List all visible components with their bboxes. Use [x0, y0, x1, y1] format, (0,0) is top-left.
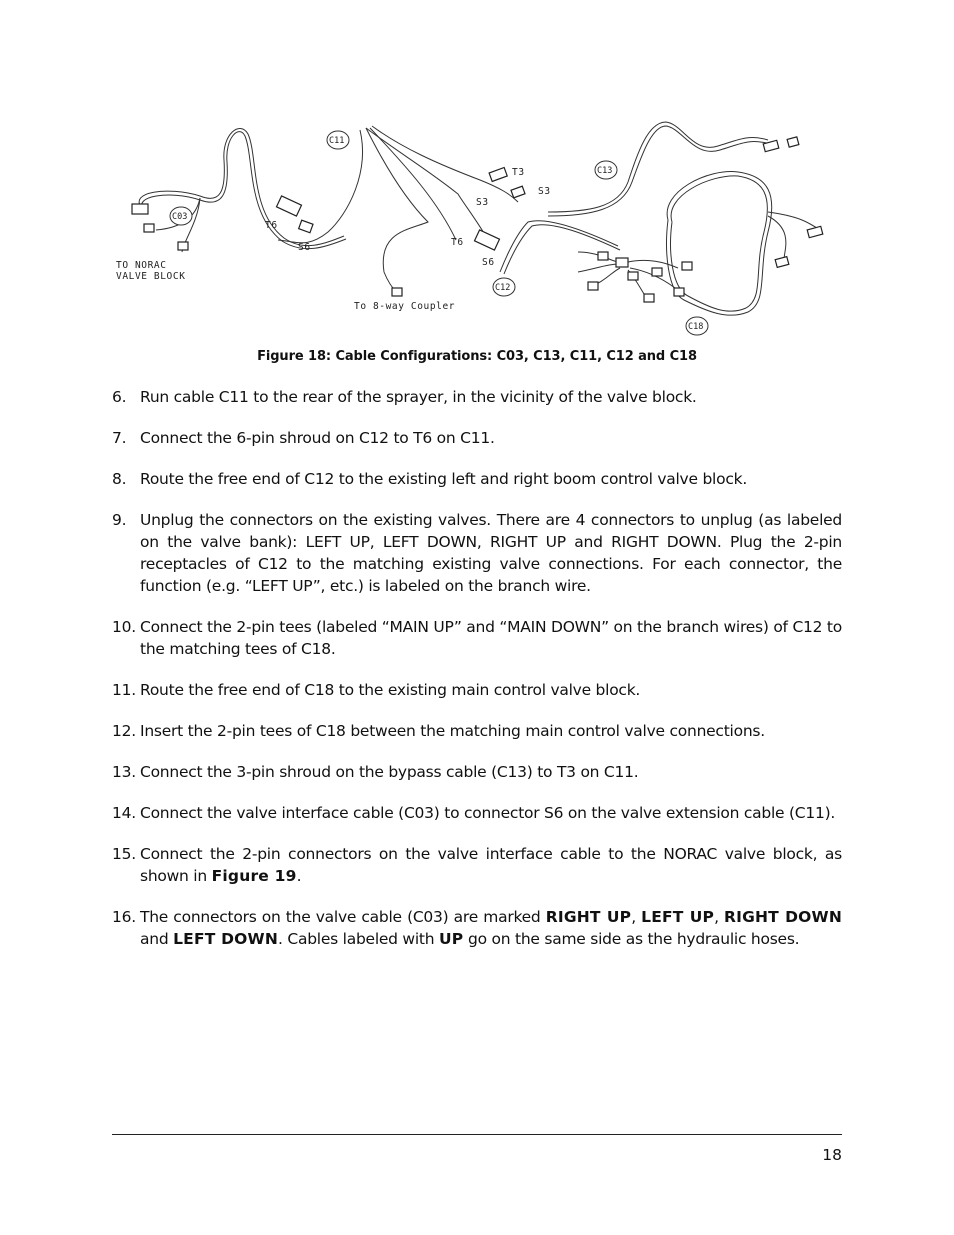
- footer-divider: [112, 1134, 842, 1135]
- step-item: 15. Connect the 2-pin connectors on the valve interface cable to the NORAC valve block, as shown in Figure 19.: [112, 845, 842, 885]
- connector-marking: LEFT UP: [641, 908, 715, 926]
- step-text: Connect the 3-pin shroud on the bypass cable (C13) to T3 on C11.: [140, 763, 639, 781]
- step-item: 14. Connect the valve interface cable (C03) to connector S6 on the valve extension cable (C11).: [112, 804, 836, 822]
- step-text: Connect the valve interface cable (C03) to connector S6 on the valve extension cable (C11).: [140, 804, 836, 822]
- label-s6-left: S6: [298, 242, 311, 253]
- step-item: 8. Route the free end of C12 to the existing left and right boom control valve block.: [112, 470, 748, 488]
- step-text: Connect the 2-pin tees (labeled “MAIN UP” and “MAIN DOWN” on the branch wires) of C12 to the matching tees of C18.: [140, 618, 842, 658]
- label-c03: C03: [172, 212, 188, 222]
- label-s3-below: S3: [476, 197, 489, 208]
- step-item: 9. Unplug the connectors on the existing valves. There are 4 connectors to unplug (as labeled on the valve bank): LEFT UP, LEFT DOWN, RIGHT UP and RIGHT DOWN. Plug the 2-pin receptacles of C12 to the matching existing valve connections. For each connector, the function (e.g. “LEFT UP”, etc.) is labeled on the branch wire.: [112, 511, 842, 595]
- cable-diagram: [108, 112, 848, 344]
- step-text: Route the free end of C18 to the existing main control valve block.: [140, 681, 641, 699]
- label-t6-left: T6: [265, 220, 278, 231]
- label-c18: C18: [688, 322, 704, 332]
- label-t3: T3: [512, 167, 525, 178]
- label-c13: C13: [597, 166, 613, 176]
- label-t6-right: T6: [451, 237, 464, 248]
- step-text: Run cable C11 to the rear of the sprayer, in the vicinity of the valve block.: [140, 388, 697, 406]
- step-item: 16. The connectors on the valve cable (C03) are marked RIGHT UP, LEFT UP, RIGHT DOWN and LEFT DOWN. Cables labeled with UP go on the same side as the hydraulic hoses.: [112, 908, 843, 948]
- connector-marking: RIGHT UP: [545, 908, 632, 926]
- label-coupler: To 8-way Coupler: [354, 301, 456, 312]
- step-item: 10. Connect the 2-pin tees (labeled “MAIN UP” and “MAIN DOWN” on the branch wires) of C12 to the matching tees of C18.: [112, 618, 842, 658]
- step-item: 7. Connect the 6-pin shroud on C12 to T6 on C11.: [112, 429, 495, 447]
- step-text: Connect the 6-pin shroud on C12 to T6 on C11.: [140, 429, 495, 447]
- connector-marking: LEFT DOWN: [173, 930, 279, 948]
- step-item: 6. Run cable C11 to the rear of the sprayer, in the vicinity of the valve block.: [112, 388, 697, 406]
- step-text: Route the free end of C12 to the existing left and right boom control valve block.: [140, 470, 748, 488]
- step-text: Insert the 2-pin tees of C18 between the matching main control valve connections.: [140, 722, 765, 740]
- step-text: Connect the 2-pin connectors on the valve interface cable to the NORAC valve block, as shown in: [140, 845, 842, 885]
- connector-marking: UP: [439, 930, 464, 948]
- label-s3-right: S3: [538, 186, 551, 197]
- figure-caption: Figure 18: Cable Configurations: C03, C13, C11, C12 and C18: [257, 349, 697, 364]
- cable-configuration-figure: [108, 112, 848, 344]
- figure-reference: Figure 19: [211, 867, 297, 885]
- page-number: 18: [822, 1146, 842, 1164]
- label-c11: C11: [329, 136, 345, 146]
- instruction-list: [112, 386, 842, 969]
- label-norac-line2: VALVE BLOCK: [116, 271, 186, 282]
- step-item: 11. Route the free end of C18 to the existing main control valve block.: [112, 681, 641, 699]
- step-item: 12. Insert the 2-pin tees of C18 between the matching main control valve connections.: [112, 722, 765, 740]
- label-norac-line1: TO NORAC: [116, 260, 167, 271]
- label-c12: C12: [495, 283, 511, 293]
- step-text: Unplug the connectors on the existing valves. There are 4 connectors to unplug (as labeled on the valve bank): LEFT UP, LEFT DOWN, RIGHT UP and RIGHT DOWN. Plug the 2-pin receptacles of C12 to the matching existing valve connections. For each connector, the function (e.g. “LEFT UP”, etc.) is labeled on the branch wire.: [140, 511, 842, 595]
- step-item: 13. Connect the 3-pin shroud on the bypass cable (C13) to T3 on C11.: [112, 763, 639, 781]
- label-s6-right: S6: [482, 257, 495, 268]
- connector-marking: RIGHT DOWN: [723, 908, 843, 926]
